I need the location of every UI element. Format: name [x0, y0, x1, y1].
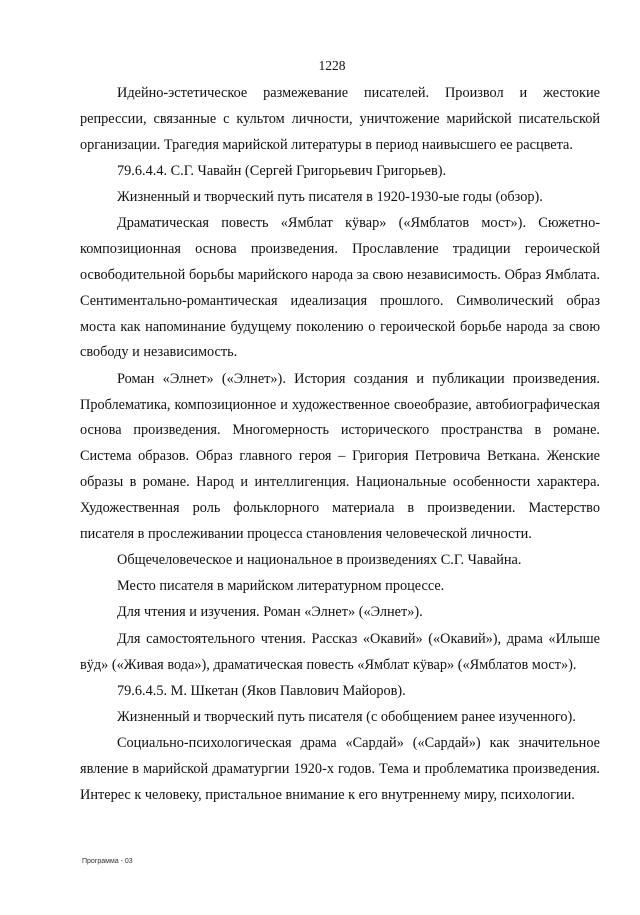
paragraph: Общечеловеческое и национальное в произведениях С.Г. Чавайна. [117, 551, 522, 568]
paragraph: Место писателя в марийском литературном процессе. [117, 578, 445, 595]
footer-note: Программа - 03 [82, 858, 133, 865]
paragraph: Социально-психологическая драма «Сардай» («Сардай») как значительное явление в марийской драматургии 1920-х годов. Тема и проблематика произведения. Интерес к человеку, пристальное внимание к его внутреннему миру, психологии. [80, 735, 600, 804]
section-heading: 79.6.4.4. С.Г. Чавайн (Сергей Григорьевич Григорьев). [117, 162, 447, 179]
paragraph: Роман «Элнет» («Элнет»). История создания и публикации произведения. Проблематика, композиционное и художественное своеобразие, автобиографическая основа произведения. Многомерность исторического пространства в романе. Система образов. Образ главного героя – Григория Петровича Веткана. Женские образы в романе. Народ и интеллигенция. Национальные особенности характера. Художественная роль фольклорного материала в произведении. Мастерство писателя в прослеживании процесса становления человеческой личности. [80, 370, 600, 542]
paragraph: Для чтения и изучения. Роман «Элнет» («Элнет»). [117, 604, 423, 621]
paragraph: Для самостоятельного чтения. Рассказ «Окавий» («Окавий»), драма «Илыше вӱд» («Живая вода»), драматическая повесть «Ямблат кӱвар» («Ямблатов мост»). [80, 630, 600, 673]
paragraph: Жизненный и творческий путь писателя (с обобщением ранее изученного). [117, 709, 576, 726]
paragraph: Идейно-эстетическое размежевание писателей. Произвол и жестокие репрессии, связанные с культом личности, уничтожение марийской писательской организации. Трагедия марийской литературы в период наивысшего ее расцвета. [80, 85, 600, 153]
paragraph: Драматическая повесть «Ямблат кӱвар» («Ямблатов мост»). Сюжетно-композиционная основа произведения. Прославление традиции героической освободительной борьбы марийского народа за свою независимость. Образ Ямблата. Сентиментально-романтическая идеализация прошлого. Символический образ моста как напоминание будущему поколению о героической борьбе народа за свою свободу и независимость. [80, 215, 600, 361]
page-number: 1228 [318, 58, 346, 73]
page-body [80, 81, 600, 809]
section-heading: 79.6.4.5. М. Шкетан (Яков Павлович Майоров). [117, 682, 406, 699]
paragraph: Жизненный и творческий путь писателя в 1920-1930-ые годы (обзор). [117, 189, 543, 206]
